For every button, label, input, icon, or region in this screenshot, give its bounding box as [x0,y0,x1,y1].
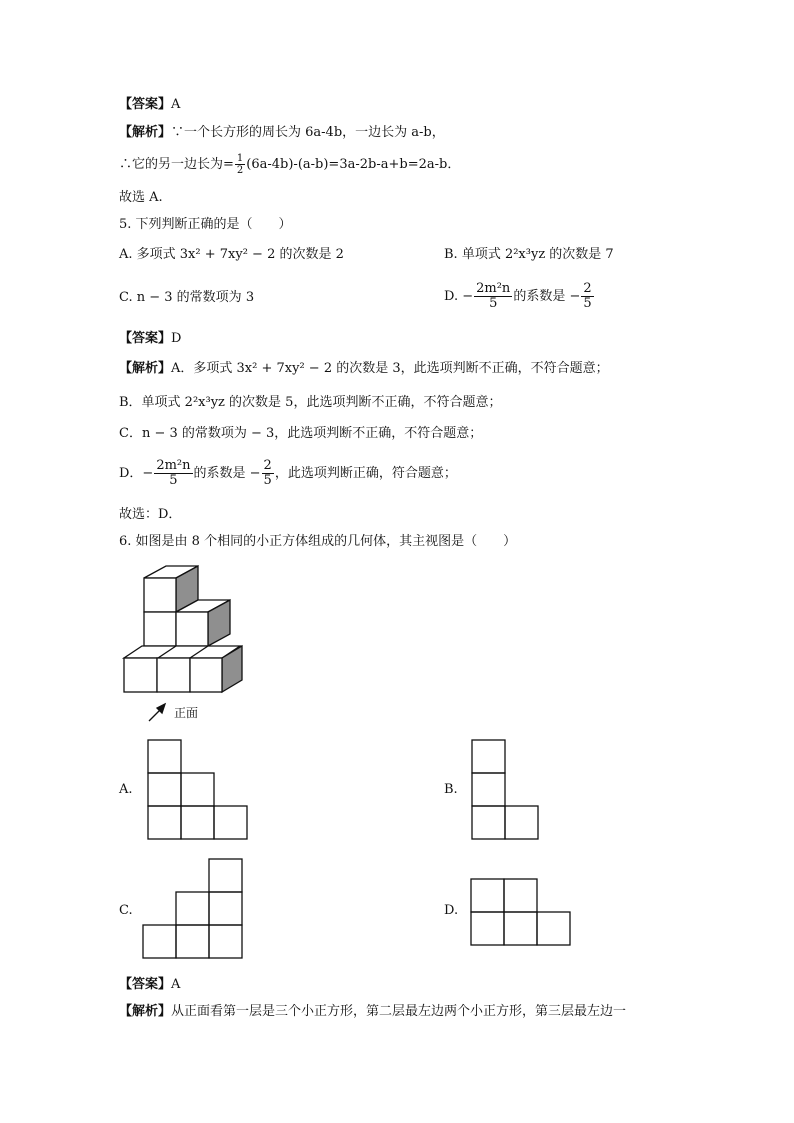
q5-option-b: B. 单项式 2²x³yz 的次数是 7 [444,247,614,262]
q6-option-c-figure [142,858,244,960]
fraction-denominator: 2 [236,165,244,176]
q5-analysis-c: C．n − 3 的常数项为 − 3，此选项判断不正确，不符合题意； [119,426,483,441]
q4-analysis-line2 [119,150,460,180]
q6-answer-line [119,976,180,994]
analysis-d-mid: 的系数是 − [193,466,261,481]
q6-stem: 6. 如图是由 8 个相同的小正方体组成的几何体，其主视图是（ ） [119,534,517,549]
answer-value: A [171,977,181,992]
q4-answer-line [119,96,180,114]
analysis-d-prefix: D．− [119,466,154,481]
fraction-numerator: 1 [236,153,244,164]
cube-stack-figure [118,560,258,695]
analysis-label: 【解析】 [119,125,172,140]
q4-conclusion: 故选 A. [119,190,163,205]
fraction-numerator: 2m²n [476,281,511,296]
q5-analysis-a [119,360,609,378]
fraction-numerator: 2 [583,281,592,296]
option-d-prefix: D. − [444,289,474,304]
q5-analysis-d [119,456,457,492]
q6-option-b-label: B. [444,782,458,797]
q5-option-d [444,279,595,315]
analysis-label: 【解析】 [119,361,172,376]
fraction-denominator: 5 [169,473,178,488]
analysis-d-fraction2 [262,459,274,488]
answer-label: 【答案】 [119,97,172,112]
q4-analysis-line1 [119,124,445,142]
fraction-denominator: 5 [489,296,498,311]
fraction-one-half [235,153,245,176]
analysis-d-fraction [154,459,192,488]
analysis-prefix: ∴它的另一边长为= [119,157,234,172]
q5-option-a: A. 多项式 3x² + 7xy² − 2 的次数是 2 [119,247,344,262]
front-caption: 正面 [174,706,199,720]
analysis-d-rest: ，此选项判断正确，符合题意； [274,466,457,481]
front-arrow-icon [146,700,170,724]
option-d-mid: 的系数是 − [513,289,581,304]
analysis-text: ∵一个长方形的周长为 6a-4b，一边长为 a-b， [171,125,445,140]
fraction-numerator: 2m²n [156,458,191,473]
fraction-denominator: 5 [583,296,592,311]
answer-label: 【答案】 [119,977,172,992]
q6-option-d-label: D. [444,903,459,918]
option-d-fraction [474,282,512,311]
q6-option-a-label: A. [119,782,133,797]
q6-option-a-figure [147,739,249,841]
q6-analysis [119,1003,626,1021]
q5-analysis-b: B．单项式 2²x³yz 的次数是 5，此选项判断不正确，不符合题意； [119,395,502,410]
answer-label: 【答案】 [119,331,172,346]
fraction-numerator: 2 [263,458,272,473]
option-d-fraction2 [581,282,593,311]
q5-answer-line [119,330,181,348]
q5-option-c: C. n − 3 的常数项为 3 [119,290,255,305]
fraction-denominator: 5 [263,473,272,488]
analysis-label: 【解析】 [119,1004,172,1019]
q5-stem: 5. 下列判断正确的是（ ） [119,217,292,232]
analysis-text: 从正面看第一层是三个小正方形，第二层最左边两个小正方形，第三层最左边一 [171,1004,627,1019]
analysis-rest: (6a-4b)-(a-b)=3a-2b-a+b=2a-b． [246,157,461,172]
q6-option-d-figure [470,878,572,948]
answer-value: A [171,97,181,112]
q6-option-c-label: C. [119,903,133,918]
answer-value: D [171,331,182,346]
q5-conclusion: 故选：D． [119,507,182,522]
analysis-text: A．多项式 3x² + 7xy² − 2 的次数是 3，此选项判断不正确，不符合题意； [171,361,609,376]
q6-option-b-figure [471,739,541,841]
